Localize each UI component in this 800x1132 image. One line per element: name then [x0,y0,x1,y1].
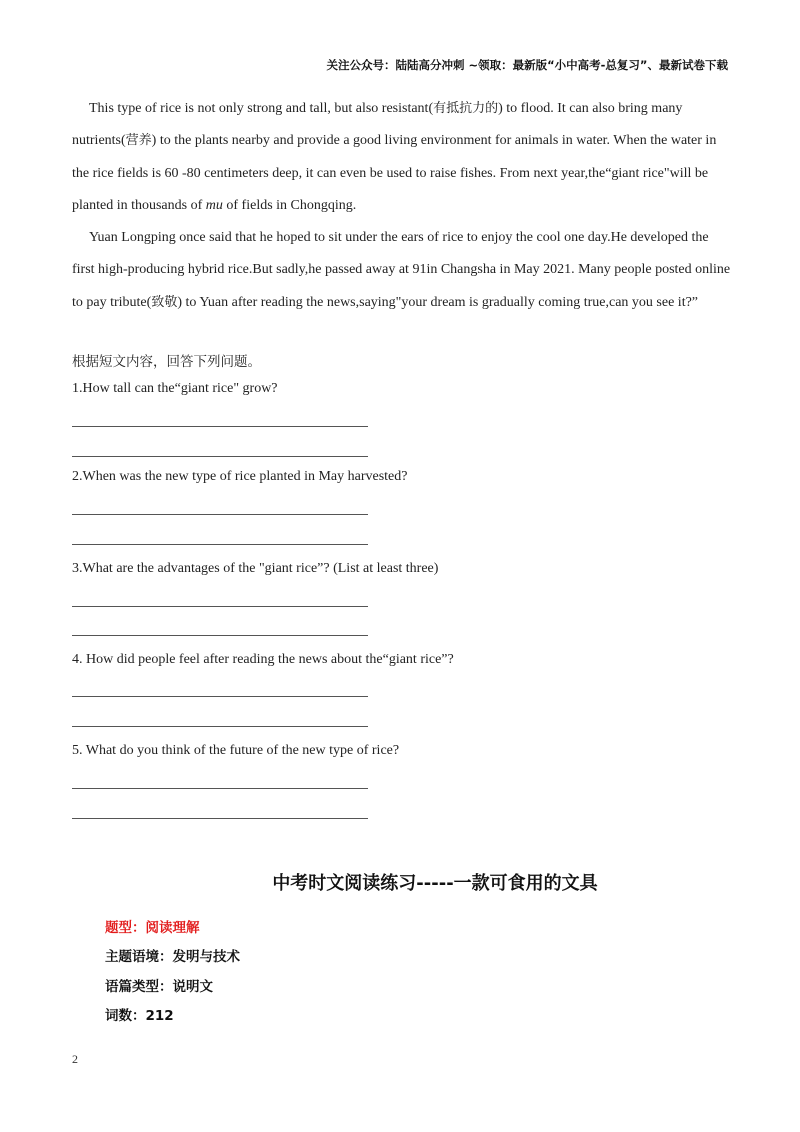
answer-line[interactable] [72,696,368,697]
question-5: 5. What do you think of the future of the new type of rice? [72,743,400,758]
answer-line[interactable] [72,606,368,607]
word-count-label: 词数：212 [105,1008,174,1024]
theme-label: 主题语境：发明与技术 [105,949,240,965]
page-header: 关注公众号：陆陆高分冲刺 ~领取：最新版“小中高考-总复习”、最新试卷下载 [326,58,728,72]
paragraph-2: Yuan Longping once said that he hoped to sit under the ears of rice to enjoy the cool one day.He developed the first high-producing hybrid rice.But sadly,he passed away at 91in Changsha in May 2021. Many people posted online to pay tribute(致敬) to Yuan after reading the news,saying"your dream is gradually coming true,can you see it?” [72,230,731,310]
reading-passage [72,93,732,319]
question-4: 4. How did people feel after reading the news about the“giant rice”? [72,652,454,667]
answer-line[interactable] [72,818,368,819]
answer-line[interactable] [72,456,368,457]
section-title: 中考时文阅读练习-----一款可食用的文具 [272,873,598,894]
question-2: 2.When was the new type of rice planted in May harvested? [72,469,408,484]
answer-line[interactable] [72,426,368,427]
instruction-text: 根据短文内容，回答下列问题。 [72,354,261,370]
answer-line[interactable] [72,635,368,636]
page-number: 2 [72,1052,78,1066]
answer-line[interactable] [72,544,368,545]
question-type-label: 题型：阅读理解 [105,920,200,936]
answer-line[interactable] [72,726,368,727]
question-3: 3.What are the advantages of the "giant rice”? (List at least three) [72,561,439,576]
answer-line[interactable] [72,514,368,515]
question-1: 1.How tall can the“giant rice" grow? [72,381,278,396]
answer-line[interactable] [72,788,368,789]
genre-label: 语篇类型：说明文 [105,979,213,995]
paragraph-1: This type of rice is not only strong and tall, but also resistant(有抵抗力的) to flood. It can also bring many nutrients(营养) to the plants nearby and provide a good living environment for animals in water. When the water in the rice fields is 60 -80 centimeters deep, it can even be used to raise fishes. From next year,the“giant rice"will be planted in thousands of mu of fields in Chongqing. [72,101,717,213]
